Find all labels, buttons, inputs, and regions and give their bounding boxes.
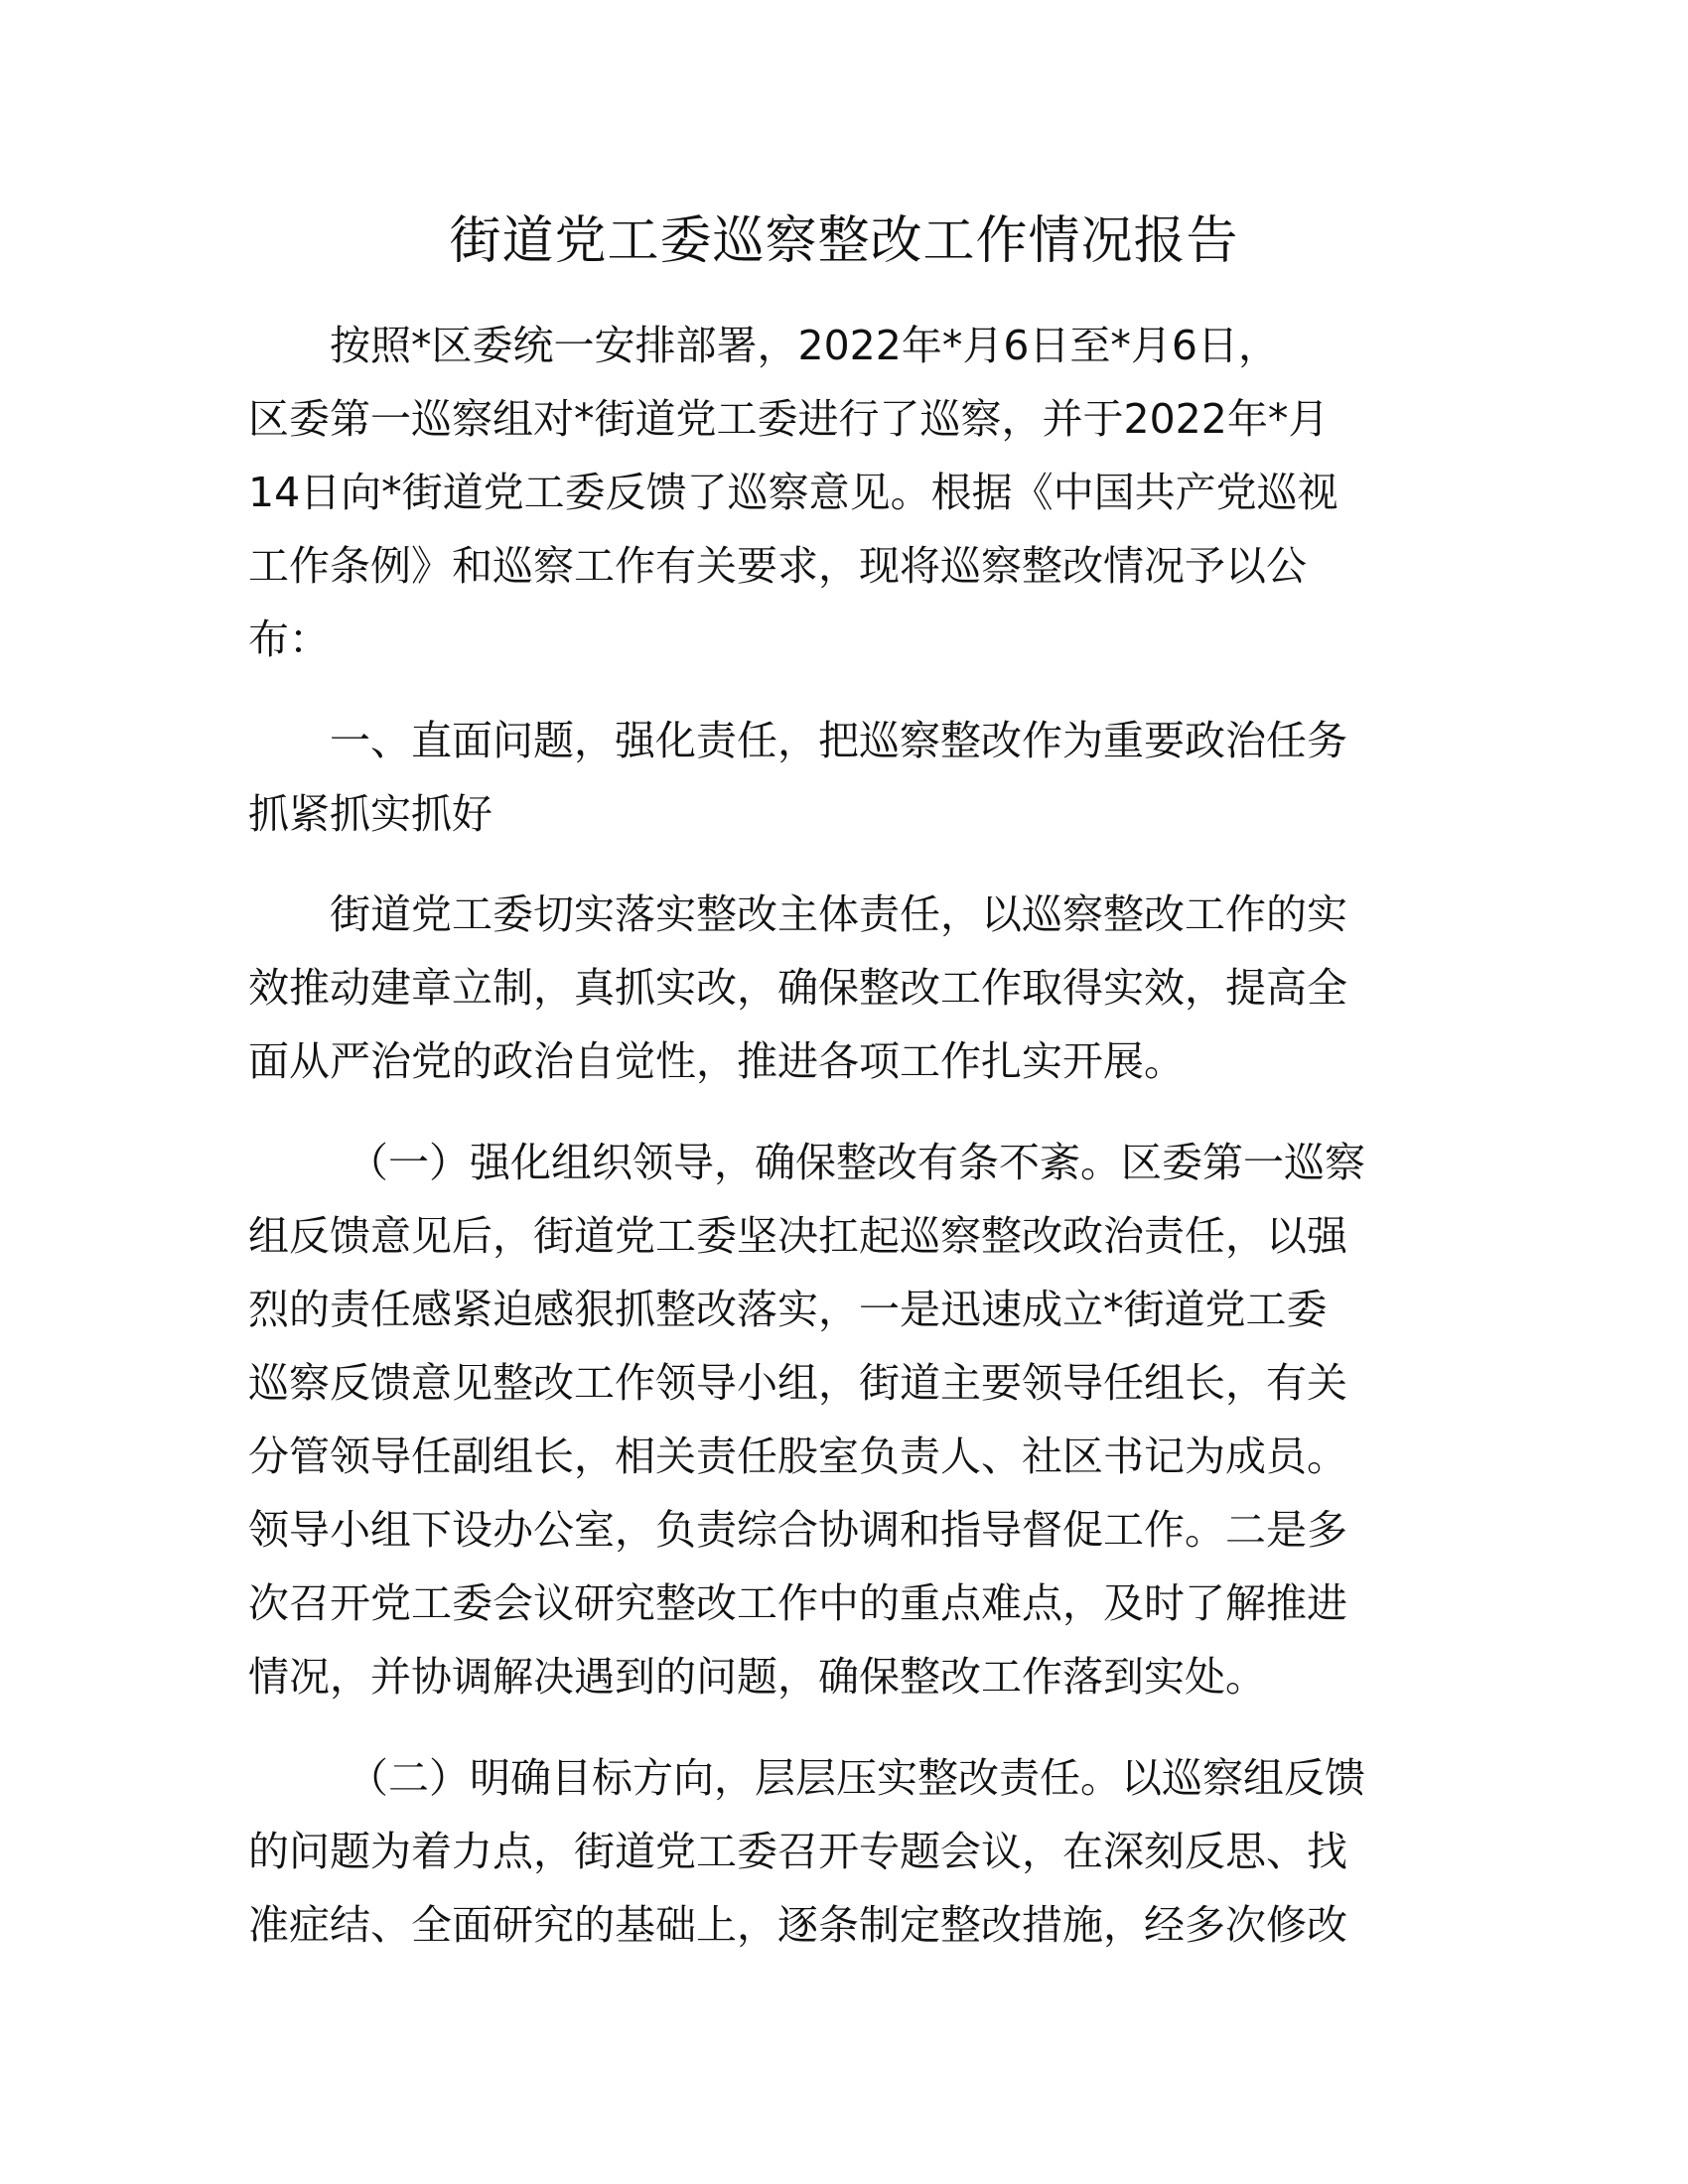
paragraph-leadership-line-5: 分管领导任副组长，相关责任股室负责人、社区书记为成员。 — [248, 1433, 1347, 1480]
paragraph-leadership-line-2: 组反馈意见后，街道党工委坚决扛起巡察整改政治责任，以强 — [248, 1212, 1347, 1260]
section-heading-line-2: 抓紧抓实抓好 — [248, 790, 492, 838]
paragraph-intro-line-3: 14日向*街道党工委反馈了巡察意见。根据《中国共产党巡视 — [248, 469, 1338, 516]
paragraph-intro-line-1: 按照*区委统一安排部署，2022年*月6日至*月6日， — [330, 322, 1280, 369]
paragraph-targets-line-3: 准症结、全面研究的基础上，逐条制定整改措施，经多次修改 — [248, 1901, 1347, 1949]
paragraph-intro-line-2: 区委第一巡察组对*街道党工委进行了巡察，并于2022年*月 — [248, 395, 1330, 443]
page-title: 街道党工委巡察整改工作情况报告 — [449, 211, 1239, 271]
section-heading-line-1: 一、直面问题，强化责任，把巡察整改作为重要政治任务 — [330, 717, 1347, 764]
paragraph-intro-line-4: 工作条例》和巡察工作有关要求，现将巡察整改情况予以公 — [248, 542, 1307, 590]
paragraph-responsibility-line-1: 街道党工委切实落实整改主体责任，以巡察整改工作的实 — [330, 890, 1347, 938]
paragraph-responsibility-line-2: 效推动建章立制，真抓实改，确保整改工作取得实效，提高全 — [248, 964, 1347, 1012]
paragraph-targets-line-1: （二）明确目标方向，层层压实整改责任。以巡察组反馈 — [348, 1754, 1365, 1802]
paragraph-leadership-line-6: 领导小组下设办公室，负责综合协调和指导督促工作。二是多 — [248, 1506, 1347, 1554]
paragraph-intro-line-5: 布： — [248, 615, 330, 663]
paragraph-leadership-line-7: 次召开党工委会议研究整改工作中的重点难点，及时了解推进 — [248, 1579, 1347, 1627]
paragraph-leadership-line-4: 巡察反馈意见整改工作领导小组，街道主要领导任组长，有关 — [248, 1359, 1347, 1407]
paragraph-leadership-line-8: 情况，并协调解决遇到的问题，确保整改工作落到实处。 — [248, 1653, 1266, 1701]
paragraph-targets-line-2: 的问题为着力点，街道党工委召开专题会议，在深刻反思、找 — [248, 1828, 1347, 1875]
paragraph-leadership-line-3: 烈的责任感紧迫感狠抓整改落实，一是迅速成立*街道党工委 — [248, 1286, 1328, 1333]
paragraph-responsibility-line-3: 面从严治党的政治自觉性，推进各项工作扎实开展。 — [248, 1037, 1185, 1085]
paragraph-leadership-line-1: （一）强化组织领导，确保整改有条不紊。区委第一巡察 — [348, 1139, 1365, 1186]
